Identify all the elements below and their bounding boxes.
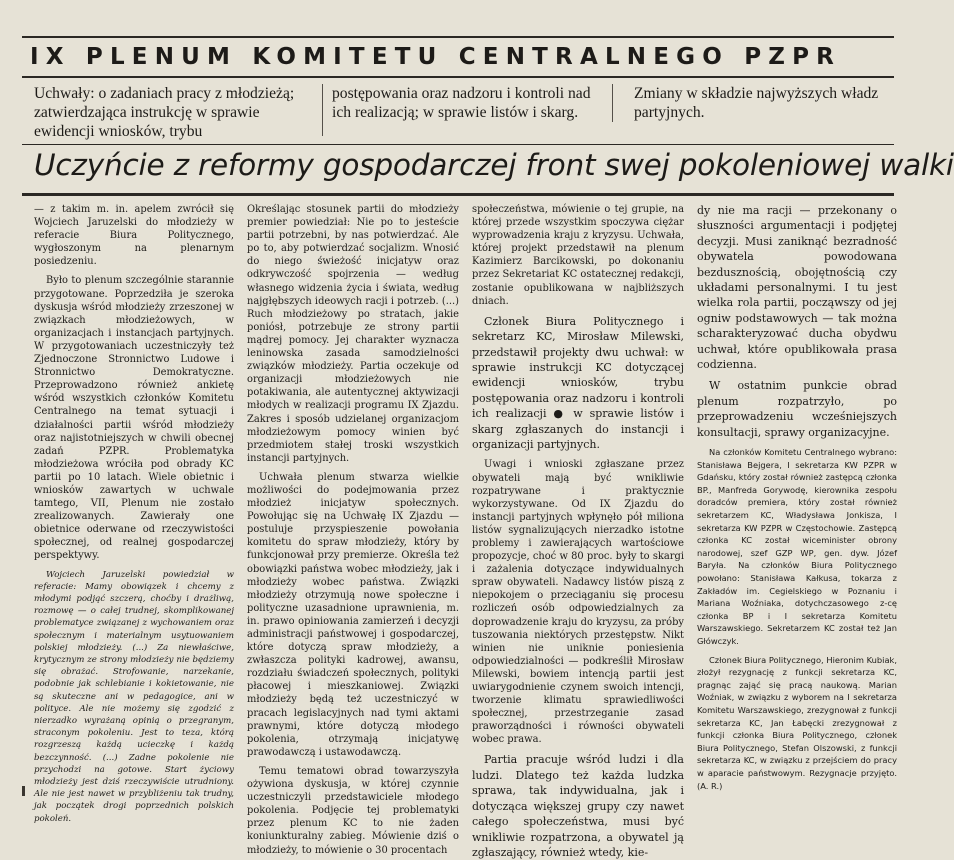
header-rule-bottom (22, 76, 894, 78)
article-column-2 (247, 203, 459, 856)
article-paragraph: Określając stosunek partii do młodzieży premier powiedział: Nie po to jesteście partii potrzebni, by nas potwierdzać. Ale po to, aby potwierdzać socjalizm. Wnosić do niego świeżość inicjatyw oraz odkrywczość spojrzenia — według własnego widzenia życia i świata, według najgłębszych ideowych racji i potrzeb. (...) Ruch młodzieżowy po stratach, jakie poniósł, potrzebuje ze strony partii mądrej pomocy. Jej charakter wyznacza leninowska zasada samodzielności związków młodzieży. Partia oczekuje od organizacji młodzieżowych nie potakiwania, ale autentycznej aktywizacji młodych w realizacji programu IX Zjazdu. Zakres i sposób udzielanej organizacjom młodzieżowym pomocy winien być przedmiotem stałej troski wszystkich instancji partyjnych. (247, 204, 459, 464)
article-paragraph: Na członków Komitetu Centralnego wybrano: Stanisława Bejgera, I sekretarza KW PZPR w Gdańsku, który został również zastępcą członka BP., Manfreda Gorywodę, kierownika zespołu doradców premiera, który został również sekretarzem KC, Władysława Jonkisza, I sekretarza KW PZPR w Częstochowie. Zastępcą członka KC został wiceminister obrony narodowej, szef GZP WP, gen. dyw. Józef Baryła. Na członków Biura Politycznego powołano: Stanisława Kałkusa, tokarza z Zakładów im. Cegielskiego w Poznaniu i Mariana Woźniaka, dotychczasowego z-cę członka BP i I sekretarza Komitetu Warszawskiego. Sekretarzem KC został też Jan Główczyk. (697, 447, 897, 646)
article-paragraph: Było to plenum szczególnie starannie przygotowane. Poprzedziła je szeroka dyskusja wśród młodzieży zrzeszonej w związkach młodzieżowych, w organizacjach i instancjach partyjnych. W przygotowaniach uczestniczyły też Zjednoczone Stronnictwo Ludowe i Stronnictwo Demokratyczne. Przeprowadzono również ankietę wśród wszystkich członków Komitetu Centralnego na temat sytuacji i działalności partii wśród młodzieży oraz najistotniejszych w chwili obecnej zadań PZPR. Problematyka młodzieżowa wróciła pod obrady KC partii po 10 latach. Wiele obietnic i wniosków zawartych w uchwale tamtego, VII, Plenum nie zostało zrealizowanych. Zawierały one obietnice oderwane od rzeczywistości społecznej, od realnej gospodarczej perspektywy. (34, 275, 234, 562)
article-paragraph: Uwagi i wnioski zgłaszane przez obywateli mają być wnikliwie rozpatrywane i praktycznie wykorzystywane. Od IX Zjazdu do instancji partyjnych wpłynęło pół miliona listów sygnalizujących nierzadko istotne problemy i zawierających wartościowe propozycje, choć w 80 proc. były to skargi i zażalenia dotyczące indywidualnych spraw obywateli. Nadawcy listów piszą z niepokojem o przeciąganiu się procesu rozliczeń osób odpowiedzialnych za doprowadzenie kraju do kryzysu, za próby tuszowania niektórych przestępstw. Nikt winien nie uniknie poniesienia odpowiedzialności — podkreślił Mirosław Milewski, bowiem intencją partii jest uwiarygodnienie czynem swoich intencji, tworzenie klimatu sprawiedliwości społecznej, przestrzeganie zasad praworządności i równości obywateli wobec prawa. (472, 459, 684, 746)
article-paragraph: Temu tematowi obrad towarzyszyła ożywiona dyskusja, w której czynnie uczestniczyli przedstawiciele młodego pokolenia. Podjęcie tej problematyki przez plenum KC to nie żaden koniunkturalny zabieg. Mówienie dziś o młodzieży, to mówienie o 30 procentach (247, 765, 459, 856)
headline-rule-bottom (22, 193, 894, 196)
article-column-3 (472, 203, 684, 859)
article-paragraph: Wojciech Jaruzelski powiedział w referacie: Mamy obowiązek i chcemy z młodymi podjąć szczerą, choćby i drażliwą, rozmowę — o całej trudnej, skomplikowanej problematyce związanej z wychowaniem oraz społecznym i materialnym usytuowaniem polskiej młodzieży. (...) Za niewłaściwe, krytycznym ze strony młodzieży nie będziemy się obrażać. Strofowanie, narzekanie, podobnie jak schlebianie i kokietowanie, nie są skuteczne ani w pedagogice, ani w polityce. Ale nie możemy się zgodzić z nierzadko wyrażaną opinią o przegranym, straconym pokoleniu. Jest to teza, którą rozgrzeszą każdą ucieczkę i każdą bezczynność. (...) Zadne pokolenie nie przychodzi na gotowe. Start życiowy młodzieży jest dziś rzeczywiście utrudniony. Ale nie jest nawet w przybliżeniu tak trudny, jak początek drogi poprzednich polskich pokoleń. (34, 569, 234, 824)
summary-separator (322, 84, 323, 136)
article-paragraph: dy nie ma racji — przekonany o słuszności argumentacji i podjętej decyzji. Musi zaniknąć bezradność obywatela powodowana bezdusznością, obojętnością czy układami personalnymi. I tu jest wielka rola partii, począwszy od jej ogniw podstawowych — tak można scharakteryzować ducha obydwu uchwał, które opublikowała prasa codzienna. (697, 204, 897, 372)
summary-personnel-changes: Zmiany w składzie najwyższych władz partyjnych. (634, 85, 879, 121)
summary-separator (612, 84, 613, 122)
article-paragraph: Członek Biura Politycznego i sekretarz KC, Mirosław Milewski, przedstawił projekty dwu uchwał: w sprawie instrukcji KC dotyczącej ewidencji wniosków, trybu postępowania oraz nadzoru i kontroli ich realizacji ● w sprawie listów i skarg zgłaszanych do instancji i organizacji partyjnych. (472, 314, 684, 451)
plenum-title: IX PLENUM KOMITETU CENTRALNEGO PZPR (30, 44, 842, 70)
article-column-4 (697, 203, 897, 800)
article-paragraph: Członek Biura Politycznego, Hieronim Kubiak, złożył rezygnację z funkcji sekretarza KC, pragnąc zająć się pracą naukową. Marian Woźniak, w związku z wyborem na I sekretarza Komitetu Warszawskiego, zrezygnował z funkcji sekretarza KC, Jan Łabęcki zrezygnował z funkcji członka Biura Politycznego, członek Biura Politycznego, Stefan Olszowski, z funkcji sekretarza KC, w związku z przejściem do pracy w aparacie państwowym. Rezygnacje przyjęto. (A. R.) (697, 654, 897, 791)
margin-mark (22, 786, 25, 796)
header-rule-top (22, 36, 894, 38)
article-paragraph: W ostatnim punkcie obrad plenum rozpatrzyło, po przeprowadzeniu wcześniejszych konsultacji, sprawy organizacyjne. (697, 379, 897, 439)
headline-rule-top (22, 144, 894, 145)
article-paragraph: — z takim m. in. apelem zwrócił się Wojciech Jaruzelski do młodzieży w referacie Biura Politycznego, wygłoszonym na plenarnym posiedzeniu. (34, 204, 234, 268)
article-paragraph: Partia pracuje wśród ludzi i dla ludzi. Dlatego też każda ludzka sprawa, tak indywidualna, jak i dotycząca większej grupy czy nawet całego społeczeństwa, musi być wnikliwie rozpatrzona, a obywatel ją zgłaszający, również wtedy, kie- (472, 753, 684, 859)
article-paragraph: społeczeństwa, mówienie o tej grupie, na której przede wszystkim spoczywa ciężar wyprowadzenia kraju z kryzysu. Uchwała, której projekt przedstawił na plenum Kazimierz Barcikowski, po dokonaniu przez Sekretariat KC ostatecznej redakcji, zostanie opublikowana w najbliższych dniach. (472, 204, 684, 307)
article-headline: Uczyńcie z reformy gospodarczej front swej pokoleniowej walki (34, 148, 954, 182)
summary-resolutions: Uchwały: o zadaniach pracy z młodzieżą; zatwierdzająca instrukcję w sprawie ewidencji wniosków, trybu (34, 85, 295, 140)
article-paragraph: Uchwała plenum stwarza wielkie możliwości do podejmowania przez młodzież inicjatyw społecznych. Powołując się na Uchwałę IX Zjazdu — postuluje przyspieszenie powołania komitetu do spraw młodzieży, który by funkcjonował przy premierze. Określa też obowiązki państwa wobec młodzieży, jak i młodzieży wobec państwa. Związki młodzieży otrzymują nowe społeczne i polityczne uzasadnione uprawnienia, m. in. prawo opiniowania zamierzeń i decyzji administracji państwowej i gospodarczej, które dotyczą spraw młodzieży, a zwłaszcza polityki kadrowej, awansu, rozdziału świadczeń społecznych, polityki płacowej i mieszkaniowej. Związki młodzieży będą też uczestniczyć w pracach legislacyjnych nad tymi aktami prawnymi, które dotyczą młodego pokolenia, otrzymają inicjatywę prawodawczą i ustawodawczą. (247, 471, 459, 758)
article-column-1 (34, 203, 234, 824)
summary-resolutions-cont: postępowania oraz nadzoru i kontroli nad ich realizacją; w sprawie listów i skarg. (332, 85, 591, 121)
